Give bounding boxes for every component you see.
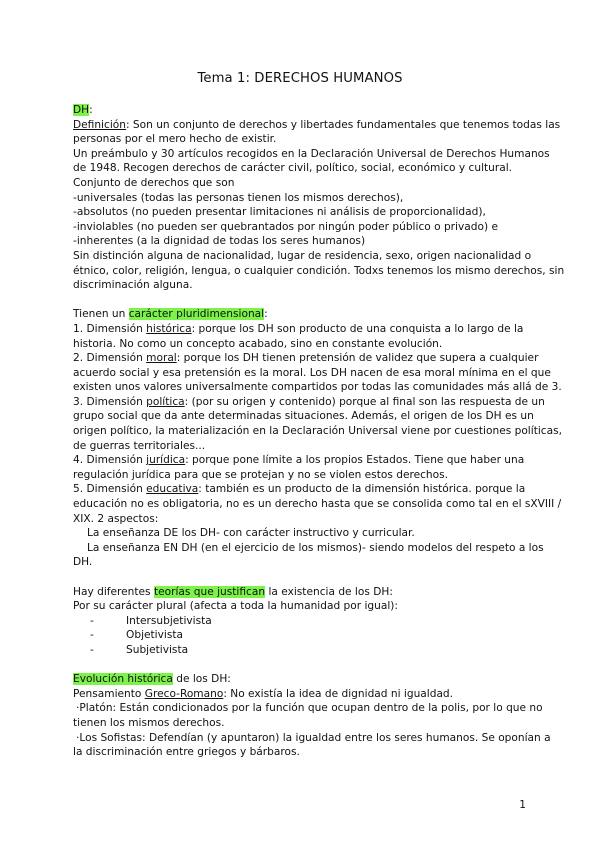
caracter-pre: Tienen un	[73, 308, 129, 321]
dimension-4-line-1	[73, 453, 533, 468]
ensenanza-en-line: La enseñanza EN DH (en el ejercicio de los mismos)- siendo modelos del respeto a los	[87, 541, 544, 554]
d1-post: : porque los DH son producto de una conquista a lo largo de la	[191, 322, 524, 335]
d3-pre: 3. Dimensión	[73, 395, 147, 408]
d2-term: moral	[146, 352, 177, 365]
dash-bullet: -	[90, 629, 94, 642]
evolucion-line	[73, 672, 533, 687]
bullet-text: Objetivista	[126, 629, 183, 642]
greco-post: : No existía la idea de dignidad ni igualdad.	[223, 687, 454, 700]
definition-label: Definición	[73, 118, 126, 131]
platon-line-2: tienen los mismos derechos.	[73, 716, 225, 729]
sin-distincion-line-2: étnico, color, religión, lengua, o cualquier condición. Todxs tenemos los mismo derechos, sin	[73, 264, 565, 277]
teorias-post: la existencia de los DH:	[265, 585, 393, 598]
plural-line: Por su carácter plural (afecta a toda la humanidad por igual):	[73, 600, 398, 613]
dimension-3-line-1	[73, 395, 545, 410]
definition-line-1	[73, 118, 561, 133]
dimension-2-line-1	[73, 351, 539, 366]
greco-pre: Pensamiento	[73, 687, 145, 700]
d2-pre: 2. Dimensión	[73, 352, 147, 365]
dh-heading-line	[73, 103, 533, 118]
teorias-line	[73, 585, 533, 600]
list-item-inherentes: -inherentes (a la dignidad de todas los seres humanos)	[73, 235, 366, 248]
dimension-5-line-3: XIX. 2 aspectos:	[73, 512, 159, 525]
d4-pre: 4. Dimensión	[73, 454, 147, 467]
dimension-2-line-3: existen unos valores universalmente compartidos por todas las comunidades más allá de 3.	[73, 381, 562, 394]
ensenanza-en-line-2: DH.	[73, 556, 93, 569]
sofistas-line-2: la discriminación entre griegos y bárbaros.	[73, 746, 300, 759]
conjunto-line: Conjunto de derechos que son	[73, 176, 235, 189]
bullet-text: Intersubjetivista	[126, 614, 212, 627]
evolucion-highlight: Evolución histórica	[73, 673, 173, 686]
list-item	[73, 614, 533, 629]
d4-term: jurídica	[146, 454, 186, 467]
list-item-universales: -universales (todas las personas tienen los mismos derechos),	[73, 191, 404, 204]
bullet-text: Subjetivista	[126, 643, 189, 656]
list-item-inviolables: -inviolables (no pueden ser quebrantados por ningún poder público o privado) e	[73, 220, 498, 233]
d3-term: política	[146, 395, 185, 408]
page-number: 1	[519, 799, 526, 811]
dash-bullet: -	[90, 643, 94, 656]
teorias-pre: Hay diferentes	[73, 585, 154, 598]
platon-line-1: ·Platón: Están condicionados por la función que ocupan dentro de la polis, por lo que no	[76, 702, 543, 715]
greco-romano-line	[73, 687, 533, 702]
d5-post: : también es un producto de la dimensión histórica. porque la	[198, 483, 526, 496]
greco-term: Greco-Romano	[144, 687, 224, 700]
teorias-highlight: teorías que justifican	[153, 585, 266, 598]
dimension-2-line-2: acuerdo social y esa pretensión es la moral. Los DH nacen de esa moral mínima en el que	[73, 366, 551, 379]
dh-heading: DH	[73, 104, 90, 116]
page-title: Tema 1: DERECHOS HUMANOS	[197, 71, 403, 86]
d2-post: : porque los DH tienen pretensión de validez que supera a cualquier	[176, 352, 539, 365]
dh-colon: :	[89, 104, 93, 116]
list-item-absolutos: -absolutos (no pueden presentar limitaciones ni análisis de proporcionalidad),	[73, 206, 486, 219]
sofistas-line-1: ·Los Sofistas: Defendían (y apuntaron) la igualdad entre los seres humanos. Se oponían a	[76, 731, 551, 744]
preamble-line-2: de 1948. Recogen derechos de carácter civil, político, social, económico y cultural.	[73, 162, 513, 175]
sin-distincion-line-3: discriminación alguna.	[73, 279, 193, 292]
d3-post: : (por su origen y contenido) porque al final son las respuesta de un	[184, 395, 545, 408]
evolucion-post: de los DH:	[172, 673, 231, 686]
dimension-1-line-1	[73, 322, 533, 337]
d5-pre: 5. Dimensión	[73, 483, 147, 496]
caracter-post: :	[264, 308, 268, 321]
definition-line-2: personas por el mero hecho de existir.	[73, 133, 277, 146]
ensenanza-de-line: La enseñanza DE los DH- con carácter instructivo y curricular.	[87, 527, 415, 540]
dimension-5-line-1	[73, 482, 533, 497]
dimension-3-line-4: de guerras territoriales...	[73, 439, 206, 452]
d1-pre: 1. Dimensión	[73, 322, 147, 335]
dimension-3-line-2: grupo social que da ante determinadas situaciones. Además, el origen de los DH es un	[73, 410, 534, 423]
preamble-line-1: Un preámbulo y 30 artículos recogidos en la Declaración Universal de Derechos Humanos	[73, 147, 550, 160]
d1-term: histórica	[146, 322, 192, 335]
caracter-highlight: carácter pluridimensional	[128, 308, 265, 321]
d5-term: educativa	[146, 483, 199, 496]
definition-text-1: : Son un conjunto de derechos y libertades fundamentales que tenemos todas las	[125, 118, 561, 131]
dash-bullet: -	[90, 614, 94, 627]
dimension-5-line-2: educación no es obligatoria, no es un derecho hasta que se consolida como tal en el sXVIII /	[73, 498, 562, 511]
sin-distincion-line-1: Sin distinción alguna de nacionalidad, lugar de residencia, sexo, origen nacionalidad o	[73, 249, 532, 262]
caracter-line	[73, 307, 533, 322]
document-body	[73, 103, 565, 760]
list-item	[73, 628, 533, 643]
list-item	[73, 643, 533, 658]
d4-post: : porque pone límite a los propios Estados. Tiene que haber una	[185, 454, 525, 467]
dimension-4-line-2: regulación jurídica para que se protejan y no se violen estos derechos.	[73, 468, 449, 481]
dimension-3-line-3: origen político, la materialización en la Declaración Universal viene por cuestiones políticas,	[73, 425, 562, 438]
dimension-1-line-2: historia. No como un concepto acabado, sino en constante evolución.	[73, 337, 443, 350]
